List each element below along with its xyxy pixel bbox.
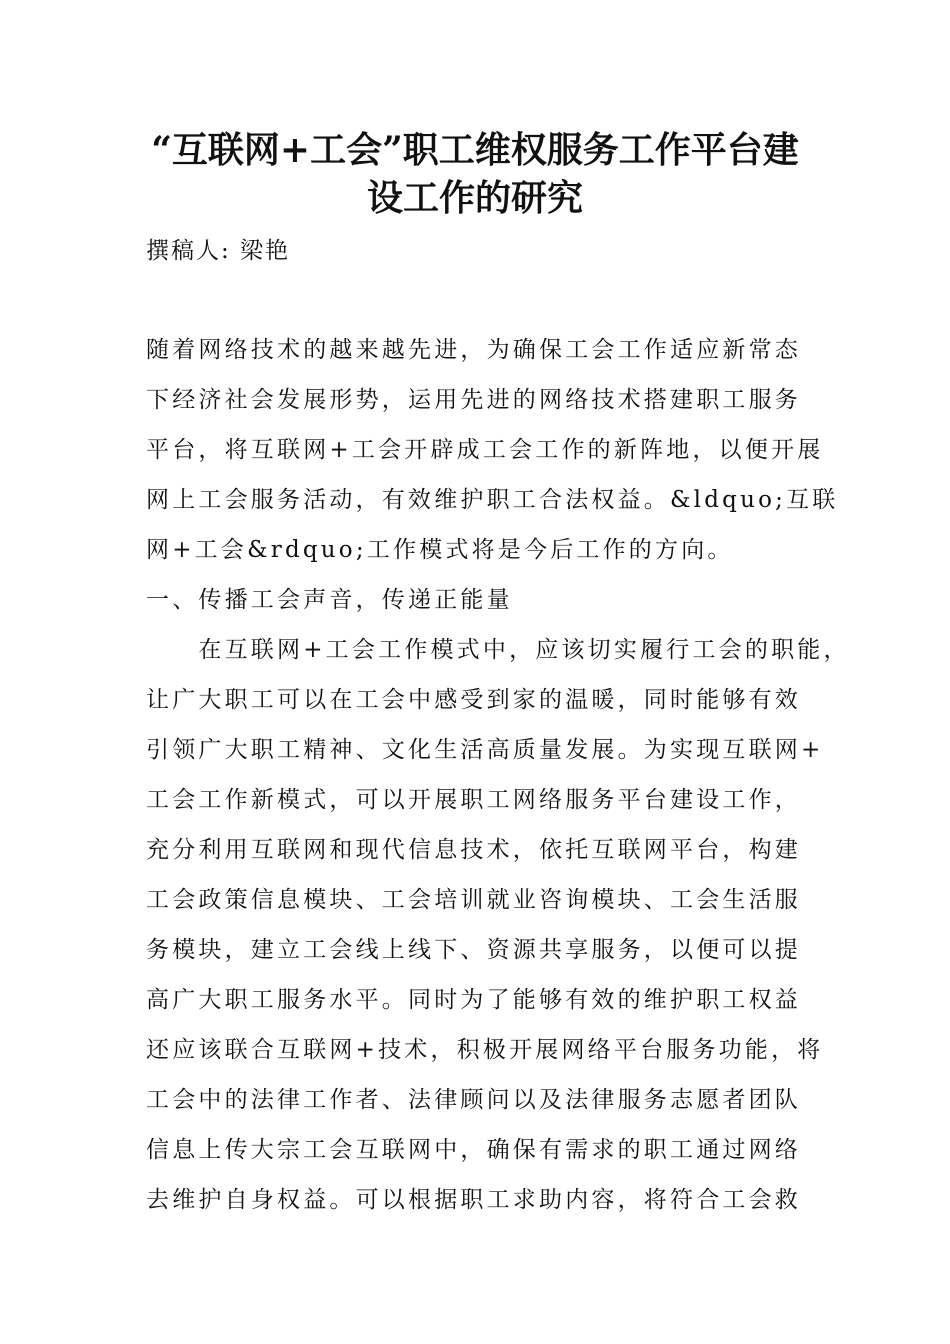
section-line: 去维护自身权益。可以根据职工求助内容，将符合工会救 xyxy=(146,1187,801,1213)
section-heading: 一、传播工会声音，传递正能量 xyxy=(146,587,513,613)
intro-line: 下经济社会发展形势，运用先进的网络技术搭建职工服务 xyxy=(146,387,801,413)
intro-line: 网上工会服务活动，有效维护职工合法权益。&ldquo;互联 xyxy=(146,487,839,513)
section-line: 引领广大职工精神、文化生活高质量发展。为实现互联网+ xyxy=(146,737,824,763)
section-line: 信息上传大宗工会互联网中，确保有需求的职工通过网络 xyxy=(146,1137,801,1163)
intro-line: 随着网络技术的越来越先进，为确保工会工作适应新常态 xyxy=(146,337,801,363)
author-line: 撰稿人: 梁艳 xyxy=(146,238,291,264)
section-line: 工会工作新模式，可以开展职工网络服务平台建设工作， xyxy=(146,787,801,813)
section-line: 让广大职工可以在工会中感受到家的温暖，同时能够有效 xyxy=(146,687,801,713)
section-line: 充分利用互联网和现代信息技术，依托互联网平台，构建 xyxy=(146,837,801,863)
section-line: 在互联网+工会工作模式中，应该切实履行工会的职能， xyxy=(146,637,850,663)
section-line: 务模块，建立工会线上线下、资源共享服务，以便可以提 xyxy=(146,937,801,963)
section-line: 还应该联合互联网+技术，积极开展网络平台服务功能，将 xyxy=(146,1037,824,1063)
intro-line: 平台，将互联网+工会开辟成工会工作的新阵地，以便开展 xyxy=(146,437,824,463)
intro-line: 网+工会&rdquo;工作模式将是今后工作的方向。 xyxy=(146,537,734,563)
document-title-line-1: “互联网+工会”职工维权服务工作平台建 xyxy=(151,129,799,171)
section-line: 高广大职工服务水平。同时为了能够有效的维护职工权益 xyxy=(146,987,801,1013)
section-line: 工会政策信息模块、工会培训就业咨询模块、工会生活服 xyxy=(146,887,801,913)
section-line: 工会中的法律工作者、法律顾问以及法律服务志愿者团队 xyxy=(146,1087,801,1113)
document-title-line-2: 设工作的研究 xyxy=(366,177,583,219)
